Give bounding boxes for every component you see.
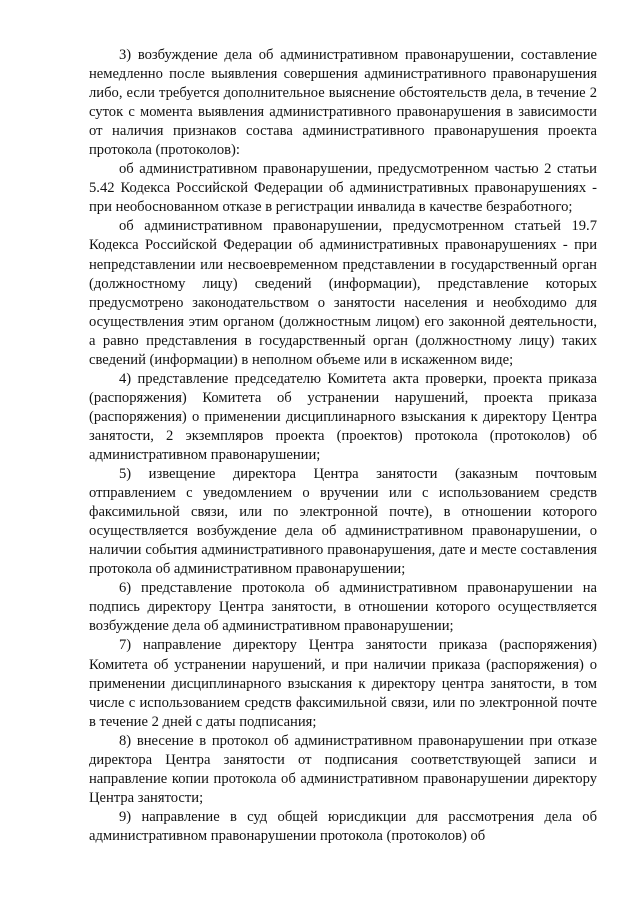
paragraph-article-5-42: об административном правонарушении, предусмотренном частью 2 статьи 5.42 Кодекса Российской Федерации об административных правонарушениях - при необоснованном отказе в регистрации инвалида в качестве безработного; — [89, 161, 597, 216]
paragraph-item-5: 5) извещение директора Центра занятости (заказным почтовым отправлением с уведомлением о вручении или с использованием средств факсимильной связи, или по электронной почте), в отношении которого осуществляется возбуждение дела об административном правонарушении, о наличии события административного правонарушения, дате и месте составления протокола об административном правонарушении; — [89, 466, 597, 578]
paragraph-item-4: 4) представление председателю Комитета акта проверки, проекта приказа (распоряжения) Комитета об устранении нарушений, проекта приказа (распоряжения) о применении дисциплинарного взыскания к директору Центра занятости, 2 экземпляров проекта (проектов) протокола (протоколов) об административном правонарушении; — [89, 370, 597, 463]
paragraph-article-19-7: об административном правонарушении, предусмотренном статьей 19.7 Кодекса Российской Федерации об административных правонарушениях - при непредставлении или несвоевременном представлении в государственный орган (должностному лицу) сведений (информации), представление которых предусмотрено законодательством о занятости населения и необходимо для осуществления этим органом (должностным лицом) его законной деятельности, а равно представления в государственный орган (должностному лицу) таких сведений (информации) в неполном объеме или в искаженном виде; — [89, 218, 597, 368]
paragraph-item-9: 9) направление в суд общей юрисдикции для рассмотрения дела об административном правонарушении протокола (протоколов) об — [89, 808, 597, 844]
paragraph-item-7: 7) направление директору Центра занятости приказа (распоряжения) Комитета об устранении нарушений, и при наличии приказа (распоряжения) о применении дисциплинарного взыскания к директору центра занятости, в том числе с использованием средств факсимильной связи, или по электронной почте в течение 2 дней с даты подписания; — [89, 637, 597, 730]
paragraph-item-8: 8) внесение в протокол об административном правонарушении при отказе директора Центра занятости от подписания соответствующей записи и направление копии протокола об административном правонарушении директору Центра занятости; — [89, 732, 597, 806]
document-page — [89, 46, 597, 846]
paragraph-item-6: 6) представление протокола об административном правонарушении на подпись директору Центра занятости, в отношении которого осуществляется возбуждение дела об административном правонарушении; — [89, 580, 597, 635]
paragraph-item-3: 3) возбуждение дела об административном правонарушении, составление немедленно после выявления совершения административного правонарушения либо, если требуется дополнительное выяснение обстоятельств дела, в течение 2 суток с момента выявления административного правонарушения в зависимости от наличия признаков состава административного правонарушения проекта протокола (протоколов): — [89, 47, 597, 159]
